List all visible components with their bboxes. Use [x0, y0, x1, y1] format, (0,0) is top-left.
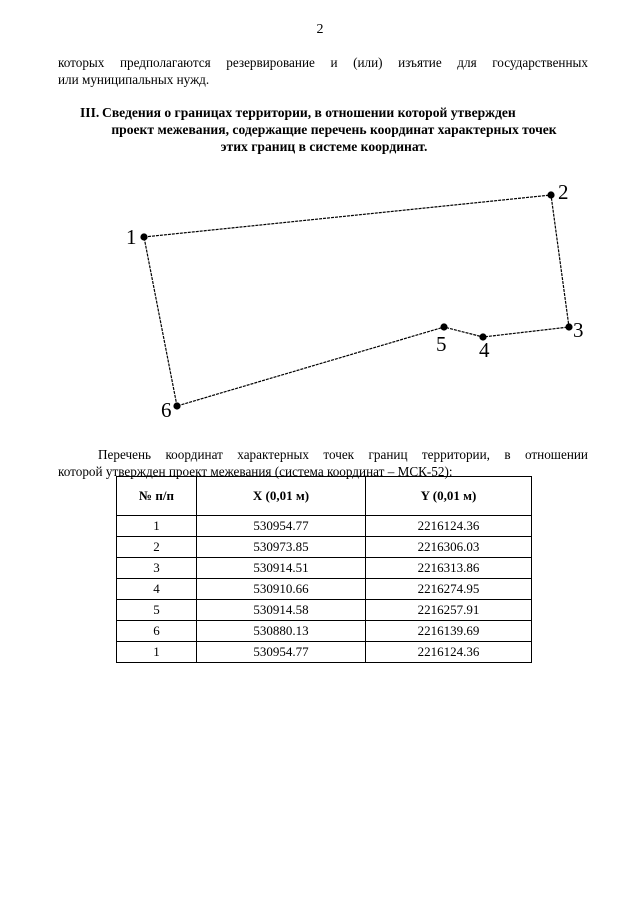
list-intro-line-2: которой утвержден проект межевания (система координат – МСК-52): — [58, 464, 453, 479]
cell-number: 6 — [117, 621, 197, 642]
coordinates-table — [116, 476, 532, 663]
boundary-point-5 — [436, 323, 448, 356]
cell-x: 530914.58 — [197, 600, 366, 621]
table-row — [117, 558, 532, 579]
boundary-point-6 — [161, 398, 181, 422]
cell-y: 2216313.86 — [366, 558, 532, 579]
header-x: X (0,01 м) — [197, 477, 366, 516]
cell-x: 530954.77 — [197, 642, 366, 663]
boundary-point-2 — [547, 180, 568, 204]
section-title-line-1: Сведения о границах территории, в отношении которой утвержден — [102, 105, 516, 120]
point-marker — [547, 191, 554, 198]
point-label: 1 — [126, 225, 137, 249]
cell-number: 1 — [117, 642, 197, 663]
section-heading — [60, 104, 588, 155]
cell-number: 5 — [117, 600, 197, 621]
point-label: 3 — [573, 318, 584, 342]
header-y: Y (0,01 м) — [366, 477, 532, 516]
cell-y: 2216124.36 — [366, 516, 532, 537]
section-title-line-3: этих границ в системе координат. — [220, 139, 428, 154]
table-row — [117, 579, 532, 600]
cell-x: 530910.66 — [197, 579, 366, 600]
cell-x: 530914.51 — [197, 558, 366, 579]
cell-x: 530973.85 — [197, 537, 366, 558]
cell-number: 1 — [117, 516, 197, 537]
header-number: № п/п — [117, 477, 197, 516]
cell-x: 530880.13 — [197, 621, 366, 642]
point-label: 5 — [436, 332, 447, 356]
cell-y: 2216139.69 — [366, 621, 532, 642]
point-label: 4 — [479, 338, 490, 362]
list-intro-line-1: Перечень координат характерных точек границ территории, в отношении — [98, 447, 588, 462]
boundary-diagram — [0, 170, 640, 430]
boundary-point-1 — [126, 225, 148, 249]
intro-paragraph — [58, 54, 588, 88]
point-marker — [173, 402, 180, 409]
cell-y: 2216257.91 — [366, 600, 532, 621]
point-label: 6 — [161, 398, 172, 422]
intro-line-1: которых предполагаются резервирование и (или) изъятие для государственных — [58, 55, 588, 70]
cell-number: 3 — [117, 558, 197, 579]
list-intro-paragraph — [58, 446, 588, 480]
cell-number: 4 — [117, 579, 197, 600]
point-marker — [140, 233, 147, 240]
table-row — [117, 621, 532, 642]
section-title-line-2: проект межевания, содержащие перечень координат характерных точек — [111, 122, 557, 137]
cell-x: 530954.77 — [197, 516, 366, 537]
cell-y: 2216124.36 — [366, 642, 532, 663]
cell-number: 2 — [117, 537, 197, 558]
boundary-point-4 — [479, 333, 490, 362]
cell-y: 2216306.03 — [366, 537, 532, 558]
point-label: 2 — [558, 180, 569, 204]
point-marker — [440, 323, 447, 330]
boundary-polygon — [144, 195, 569, 406]
table-row — [117, 537, 532, 558]
point-marker — [565, 323, 572, 330]
section-number: III. — [80, 105, 100, 120]
table-header-row — [117, 477, 532, 516]
cell-y: 2216274.95 — [366, 579, 532, 600]
table-row — [117, 600, 532, 621]
table-row — [117, 642, 532, 663]
page-number: 2 — [316, 22, 324, 37]
intro-line-2: или муниципальных нужд. — [58, 72, 210, 87]
table-row — [117, 516, 532, 537]
